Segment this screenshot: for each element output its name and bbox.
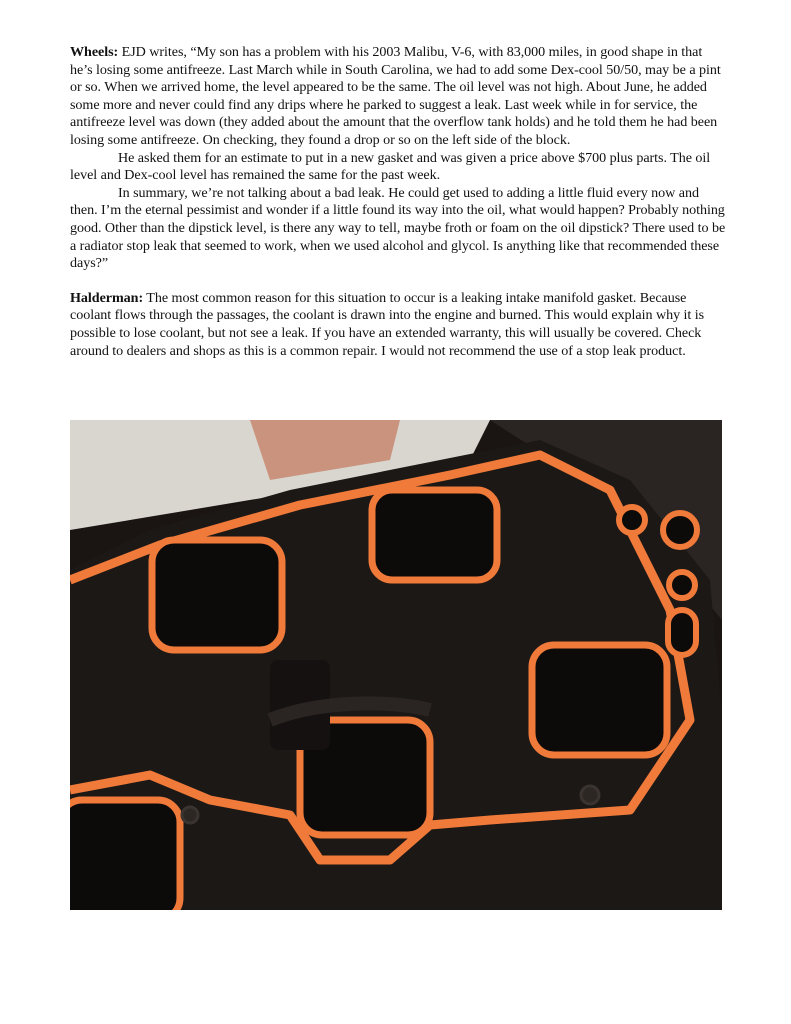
letter-paragraph bbox=[70, 44, 726, 150]
coolant-port bbox=[663, 513, 697, 547]
gasket-illustration bbox=[70, 420, 722, 910]
intake-port bbox=[372, 490, 497, 580]
coolant-port bbox=[668, 610, 696, 655]
letter-paragraph-2: He asked them for an estimate to put in a new gasket and was given a price above $700 plus parts. The oil level and Dex-cool level has remained the same for the past week. bbox=[70, 149, 711, 184]
intake-port bbox=[532, 645, 667, 755]
letter-speaker: Wheels: bbox=[70, 44, 119, 60]
answer-text: The most common reason for this situation to occur is a leaking intake manifold gasket. Because coolant flows through the passages, the coolant is drawn into the engine and burned. This would explain why it is possible to lose coolant, but not see a leak. If you have an extended warranty, this will usually be covered. Check around to dealers and shops as this is a common repair. I would not recommend the use of a stop leak product. bbox=[70, 289, 705, 359]
letter-text-1: EJD writes, “My son has a problem with his 2003 Malibu, V-6, with 83,000 miles, in good shape in that he’s losing some antifreeze. Last March while in South Carolina, we had to add some Dex-cool 50/50, may be a pint or so. When we arrived home, the level appeared to be the same. The oil level was not high. About June, he added some more and never could find any drips where he parked to suggest a leak. Last week while in for service, the antifreeze level was down (they added about the amount that the overflow tank holds) and he told them he had been losing some antifreeze. On checking, they found a drop or so on the left side of the block. bbox=[70, 44, 721, 148]
coolant-port bbox=[619, 507, 645, 533]
intake-port bbox=[152, 540, 282, 650]
answer-paragraph bbox=[70, 290, 726, 360]
article-text bbox=[70, 44, 726, 360]
answer-speaker: Halderman: bbox=[70, 289, 144, 306]
intake-manifold-gasket-photo bbox=[70, 420, 722, 910]
intake-port bbox=[70, 800, 180, 910]
coolant-port bbox=[669, 572, 695, 598]
letter-paragraph-3: In summary, we’re not talking about a bad leak. He could get used to adding a little fluid every now and then. I’m the eternal pessimist and wonder if a little found its way into the oil, what would happen? Probably nothing good. Other than the dipstick level, is there any way to tell, maybe froth or foam on the oil dipstick? There used to be a radiator stop leak that seemed to work, when we used alcohol and glycol. Is anything like that recommended these days?” bbox=[70, 184, 726, 272]
